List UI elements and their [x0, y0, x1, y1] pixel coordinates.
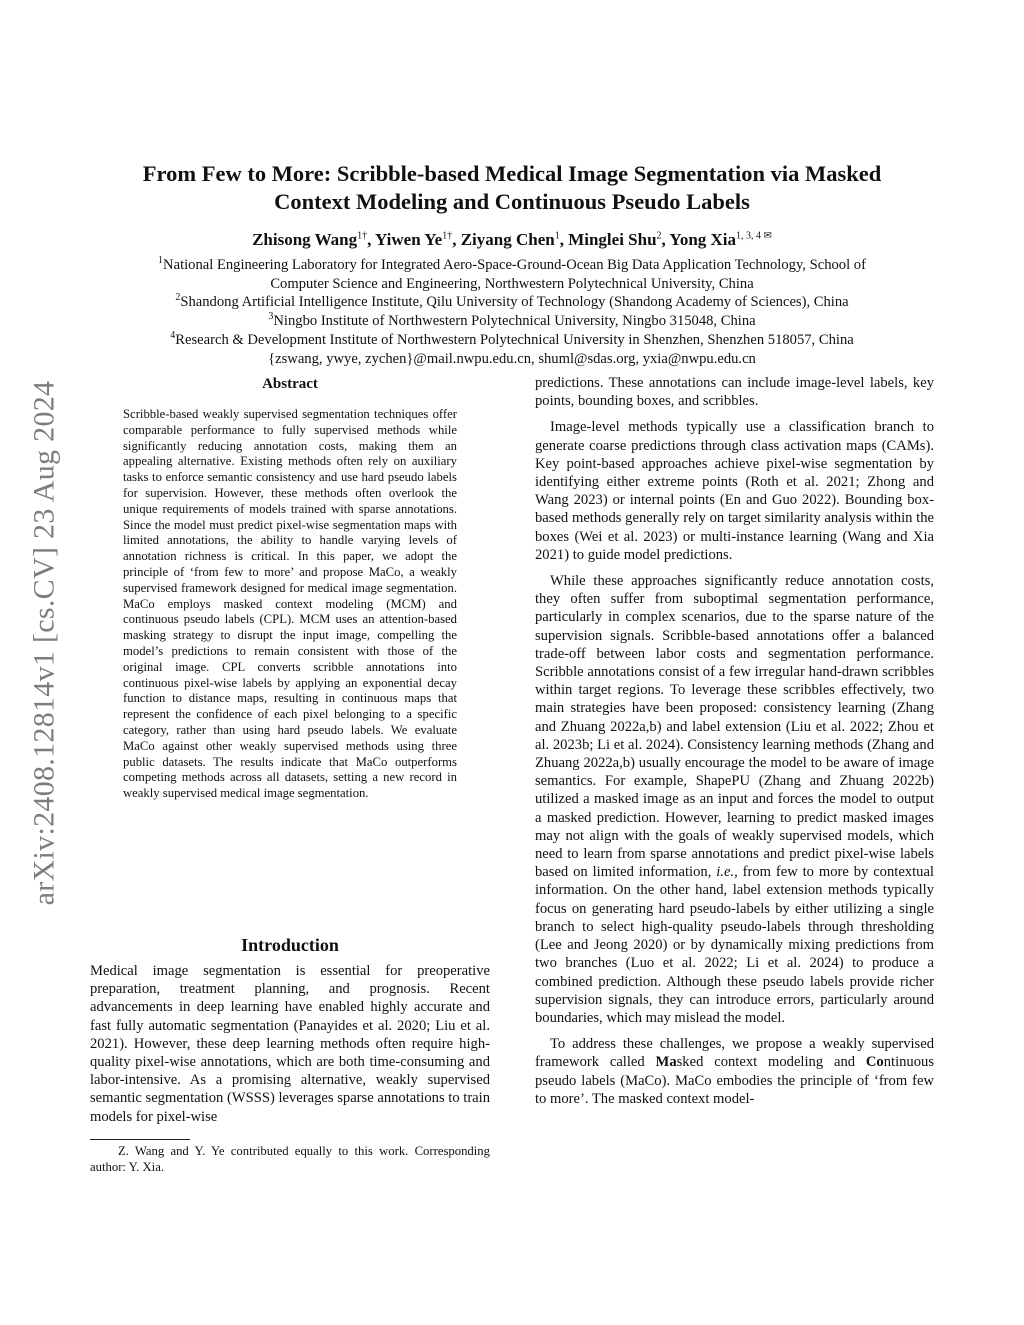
body-paragraph: To address these challenges, we propose a weakly supervised framework called Masked context modeling and Continuous pseudo labels (MaCo). MaCo embodies the principle of ‘from few to more’. The masked context model- [535, 1036, 935, 1107]
author-name: Ziyang Chen [460, 230, 555, 249]
author-name: Yiwen Ye [375, 230, 443, 249]
affiliation-line: $^1$National Engineering Laboratory for Integrated Aero-Space-Ground-Ocean Big Data Application Technology, School of [158, 255, 866, 273]
body-paragraph: predictions. These annotations can include image-level labels, key points, bounding boxes, and scribbles. [535, 375, 934, 410]
affiliation-line: Computer Science and Engineering, Northwestern Polytechnical University, China [270, 275, 754, 292]
author-emails: {zswang, ywye, zychen}@mail.nwpu.edu.cn, shuml@sdas.org, yxia@nwpu.edu.cn [268, 350, 756, 367]
introduction-paragraph: Medical image segmentation is essential for preoperative preparation, treatment planning, and prognosis. Recent advancements in deep learning have enabled highly accurate and fast fully automatic segmentation (Panayides et al. 2020; Liu et al. 2021). However, these deep learning methods often require high-quality pixel-wise annotations, which are both time-consuming and labor-intensive. As a promising alternative, weakly supervised semantic segmentation (WSSS) leverages sparse annotations to train models for pixel-wise [90, 963, 491, 1125]
affiliation-line: $^3$Ningbo Institute of Northwestern Polytechnical University, Ningbo 315048, China [268, 311, 756, 330]
affiliation-line: $^2$Shandong Artificial Intelligence Institute, Qilu University of Technology (Shandong Academy of Sciences), China [175, 292, 849, 311]
footnote-divider [90, 1139, 190, 1140]
affiliations [80, 256, 944, 368]
abstract-heading: Abstract [262, 376, 318, 392]
left-column [90, 374, 490, 802]
body-paragraph: While these approaches significantly reduce annotation costs, they often suffer from suboptimal segmentation performance, particularly in complex scenarios, due to the sparse nature of the supervision signals. Scribble-based annotations offer a balanced trade-off between labor costs and segmentation performance. Scribble annotations consist of a few irregular hand-drawn scribbles within target regions. To leverage these scribbles effectively, two main strategies have been proposed: consistency learning (Zhang and Zhuang 2022a,b) and label extension (Liu et al. 2022; Zhou et al. 2023b; Li et al. 2024). Consistency learning methods (Zhang and Zhuang 2022a,b) usually encourage the model to be aware of image semantics. For example, ShapePU (Zhang and Zhuang 2022b) utilized a masked image as an input and forces the model to output a masked prediction. However, learning to predict masked images may not align with the goals of weakly supervised models, which need to learn from sparse annotations and predict pixel-wise labels based on limited information, i.e., from few to more by contextual information. On the other hand, label extension methods typically focus on generating hard pseudo-labels by either utilizing a single branch to select high-quality pseudo-labels through thresholding (Lee and Jeong 2020) or by dynamically mixing predictions from two branches (Luo et al. 2022; Li et al. 2024) to produce a combined prediction. Although these pseudo labels provide richer supervision signals, they can introduce errors, particularly around boundaries, which may mislead the model. [535, 573, 934, 1026]
introduction-heading: Introduction [241, 935, 339, 955]
right-column [535, 374, 934, 1108]
author-name: Zhisong Wang [252, 230, 358, 249]
paper-title: From Few to More: Scribble-based Medical Image Segmentation via Masked Context Modeling and Continuous Pseudo Labels [142, 161, 882, 214]
author-name: Minglei Shu [568, 230, 657, 249]
footnote: Z. Wang and Y. Ye contributed equally to this work. Corresponding author: Y. Xia. [90, 1144, 490, 1174]
body-paragraph: Image-level methods typically use a classification branch to generate coarse predictions through class activation maps (CAMs). Key point-based approaches achieve pixel-wise segmentation by identifying either extreme points (Roth et al. 2021; Zhong and Wang 2023) or internal points (En and Guo 2022). Bounding box-based methods generally rely on target similarity analysis within the boxes (Wei et al. 2023) or multi-instance learning (Wang and Xia 2021) to guide model predictions. [535, 419, 934, 563]
author-name: Yong Xia [669, 230, 737, 249]
abstract-text: Scribble-based weakly supervised segmentation techniques offer comparable performance to fully supervised methods while significantly reducing annotation costs, making them an appealing alternative. Existing methods often rely on auxiliary tasks to enforce semantic consistency and use hard pseudo labels for supervision. However, these methods often overlook the unique requirements of models trained with sparse annotations. Since the model must predict pixel-wise segmentation maps with limited annotations, the ability to handle varying levels of annotation richness is critical. In this paper, we adopt the principle of ‘from few to more’ and propose MaCo, a weakly supervised framework designed for medical image segmentation. MaCo employs masked context modeling (MCM) and continuous pseudo labels (CPL). MCM uses an attention-based masking strategy to disrupt the input image, compelling the model’s predictions to remain consistent with those of the original image. CPL converts scribble annotations into continuous pixel-wise labels by applying an exponential decay function to distance maps, resulting in continuous maps that represent the confidence of each pixel belonging to a specific category, rather than using hard pseudo labels. We evaluate MaCo against other weakly supervised methods using three public datasets. The results indicate that MaCo outperforms competing methods across all datasets, setting a new record in weakly supervised medical image segmentation. [123, 407, 457, 801]
affiliation-line: $^4$Research & Development Institute of Northwestern Polytechnical University in Shenzhen, Shenzhen 518057, China [170, 329, 854, 348]
arxiv-identifier-stamp: arXiv:2408.12814v1 [cs.CV] 23 Aug 2024 [27, 380, 61, 905]
author-list: Zhisong Wang$^{1\dagger}$, Yiwen $Ye^{1\dagger}$, Ziyang Chen$^1$, Minglei Shu$^2$, Yong Xia$^{1, 3, 4 ✉}$ [252, 230, 772, 249]
